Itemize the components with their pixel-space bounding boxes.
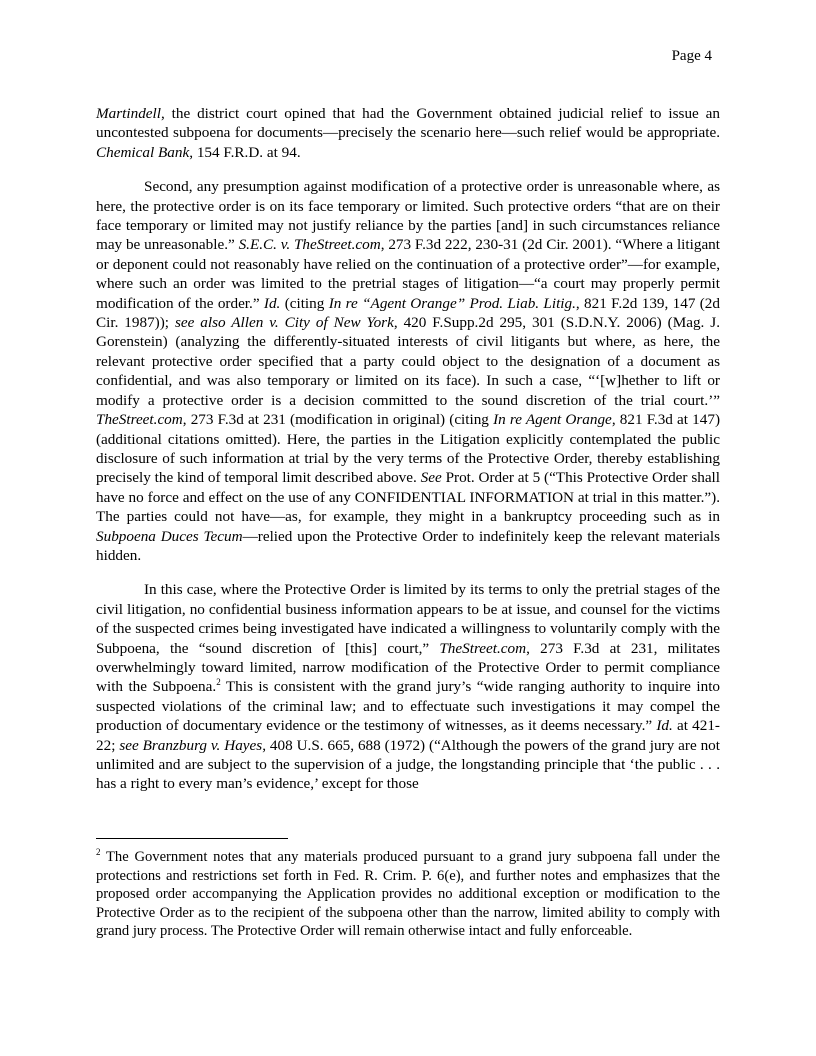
text-run: Prot. Order at 5 (“This Protective Order shall have no force and effect on the use of any CONFIDENTIAL INFORMATION at trial in this matter.”). The parties could not have—as, for example, they might in a bankruptcy proceeding such as in [96, 469, 720, 526]
text-run: , 408 U.S. 665, 688 (1972) (“Although the powers of the grand jury are not unlimited and are subject to the supervision of a judge, the longstanding principle that ‘the public . . . has a right to every man’s evidence,’ except for those [96, 736, 720, 793]
text-run: , 154 F.R.D. at 94. [189, 143, 301, 161]
text-run: , 273 F.3d at 231 (modification in original) (citing [182, 411, 494, 429]
text-run: (citing [280, 294, 329, 312]
paragraph-3 [96, 580, 720, 793]
text-run: , the district court opined that had the Government obtained judicial relief to issue an uncontested subpoena for documents—precisely the scenario here—such relief would be appropriate. [96, 105, 720, 142]
paragraph-2 [96, 177, 720, 565]
italic-citation: In re “Agent Orange” Prod. Liab. Litig. [328, 294, 576, 312]
italic-citation: Subpoena Duces Tecum [96, 527, 243, 545]
footnote-separator [96, 838, 288, 839]
footnote-ref: 2 [96, 847, 101, 858]
italic-citation: TheStreet.com [439, 639, 527, 657]
text-run: , 273 F.3d at 231, militates overwhelmingly toward limited, narrow modification of the Protective Order to permit compliance with the Subpoena. [96, 639, 720, 696]
footnote-ref: 2 [216, 677, 221, 688]
text-run: at 421-22; [96, 717, 720, 754]
paragraph-1 [96, 104, 720, 162]
italic-citation: Id. [263, 294, 281, 312]
text-run: In this case, where the Protective Order is limited by its terms to only the pretrial stages of the civil litigation, no confidential business information appears to be at issue, and counsel for the victims of the suspected crimes being investigated have indicated a willingness to voluntarily comply with the Subpoena, the “sound discretion of [this] court,” [96, 581, 720, 657]
italic-citation: see Branzburg v. Hayes [119, 736, 263, 754]
text-run: This is consistent with the grand jury’s “wide ranging authority to inquire into suspected violations of the criminal law; and to effectuate such investigations it may compel the production of documentary evidence or the testimony of witnesses, as it deems necessary.” [96, 678, 721, 735]
page-number: Page 4 [671, 48, 712, 64]
italic-citation: See [420, 469, 442, 487]
italic-citation: see also Allen v. City of New York [174, 314, 394, 332]
italic-citation: S.E.C. v. TheStreet.com [238, 236, 381, 254]
text-run: , 821 F.2d 139, 147 (2d Cir. 1987)); [96, 294, 720, 332]
italic-citation: Id. [656, 717, 673, 735]
text-run: —relied upon the Protective Order to indefinitely keep the relevant materials hidden. [96, 527, 720, 564]
italic-citation: Martindell [96, 105, 161, 122]
text-run: , 821 F.3d at 147) (additional citations omitted). Here, the parties in the Litigation explicitly contemplated the public disclosure of such information at trial by the very terms of the Protective Order, thereby establishing precisely the kind of temporal limit described above. [96, 411, 721, 487]
text-run: , 273 F.3d 222, 230-31 (2d Cir. 2001). “Where a litigant or deponent could not reasonably have relied on the continuation of a protective order”—for example, where such an order was limited to the pretrial stages of litigation—“a court may properly permit modification of the order.” [96, 236, 720, 312]
italic-citation: Chemical Bank [96, 143, 190, 161]
footnote-2 [96, 848, 720, 941]
text-run: , 420 F.Supp.2d 295, 301 (S.D.N.Y. 2006) (Mag. J. Gorenstein) (analyzing the differently-situated interests of civil litigants but where, as here, the relevant protective order specified that a party could object to the designation of a document as confidential, and was also temporary or limited on its face). In such a case, “‘[w]hether to lift or modify a protective order is a decision committed to the sound discretion of the trial court.’” [96, 314, 720, 409]
body-text [96, 104, 720, 809]
text-run: Second, any presumption against modification of a protective order is unreasonable where, as here, the protective order is on its face temporary or limited. Such protective orders “that are on their face temporary or limited may not justify reliance by the parties [and] in such circumstances reliance may be unreasonable.” [96, 178, 720, 254]
italic-citation: TheStreet.com [96, 411, 183, 429]
text-run: The Government notes that any materials produced pursuant to a grand jury subpoena fall under the protections and restrictions set forth in Fed. R. Crim. P. 6(e), and further notes and emphasizes that the proposed order accompanying the Application provides no additional exception or modification to the Protective Order as to the recipient of the subpoena other than the narrow, limited ability to comply with grand jury process. The Protective Order will remain otherwise intact and fully enforceable. [96, 849, 720, 940]
italic-citation: In re Agent Orange [493, 411, 612, 429]
